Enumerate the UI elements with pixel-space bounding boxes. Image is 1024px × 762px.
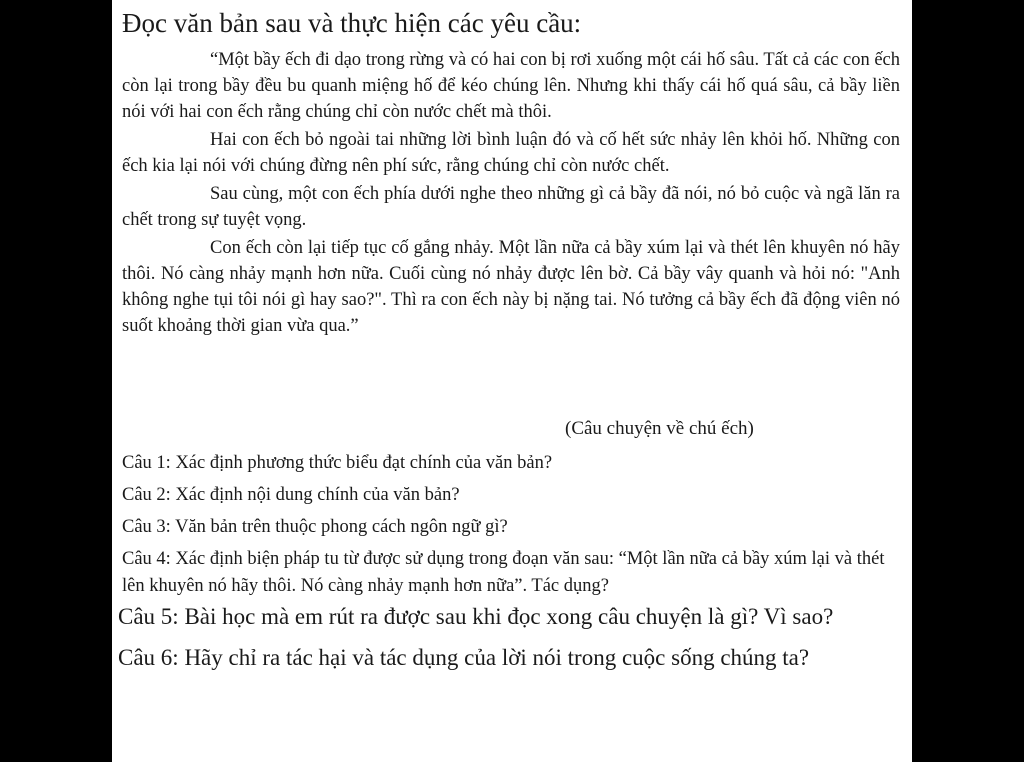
story-paragraph: Con ếch còn lại tiếp tục cố gắng nhảy. Một lần nữa cả bầy xúm lại và thét lên khuyên nó hãy thôi. Nó càng nhảy mạnh hơn nữa. Cuối cùng nó nhảy được lên bờ. Cả bầy vây quanh và hỏi nó: "Anh không nghe tụi tôi nói gì hay sao?". Thì ra con ếch này bị nặng tai. Nó tưởng cả bầy ếch đã động viên nó suốt khoảng thời gian vừa qua.” [122,238,900,336]
story-text [122,47,900,341]
heading: Đọc văn bản sau và thực hiện các yêu cầu: [122,8,582,38]
question-2: Câu 2: Xác định nội dung chính của văn bản? [122,485,460,505]
document-page [112,0,912,762]
story-source: (Câu chuyện về chú ếch) [565,418,754,439]
story-paragraph: “Một bầy ếch đi dạo trong rừng và có hai con bị rơi xuống một cái hố sâu. Tất cả các con ếch còn lại trong bầy đều bu quanh miệng hố để kéo chúng lên. Nhưng khi thấy cái hố quá sâu, cả bầy liền nói với hai con ếch rằng chúng chỉ còn nước chết mà thôi. [122,50,900,122]
questions-group-large [118,601,904,683]
questions-group [122,450,904,605]
question-1: Câu 1: Xác định phương thức biểu đạt chính của văn bản? [122,453,553,473]
story-paragraph: Sau cùng, một con ếch phía dưới nghe theo những gì cả bầy đã nói, nó bỏ cuộc và ngã lăn ra chết trong sự tuyệt vọng. [122,184,900,230]
question-5: Câu 5: Bài học mà em rút ra được sau khi đọc xong câu chuyện là gì? Vì sao? [118,604,834,629]
question-4: Câu 4: Xác định biện pháp tu từ được sử dụng trong đoạn văn sau: “Một lần nữa cả bầy xúm lại và thét lên khuyên nó hãy thôi. Nó càng nhảy mạnh hơn nữa”. Tác dụng? [122,549,885,596]
question-6: Câu 6: Hãy chỉ ra tác hại và tác dụng của lời nói trong cuộc sống chúng ta? [118,645,810,670]
story-paragraph: Hai con ếch bỏ ngoài tai những lời bình luận đó và cố hết sức nhảy lên khỏi hố. Những con ếch kia lại nói với chúng đừng nên phí sức, rằng chúng chỉ còn nước chết. [122,130,900,176]
question-3: Câu 3: Văn bản trên thuộc phong cách ngôn ngữ gì? [122,517,508,537]
